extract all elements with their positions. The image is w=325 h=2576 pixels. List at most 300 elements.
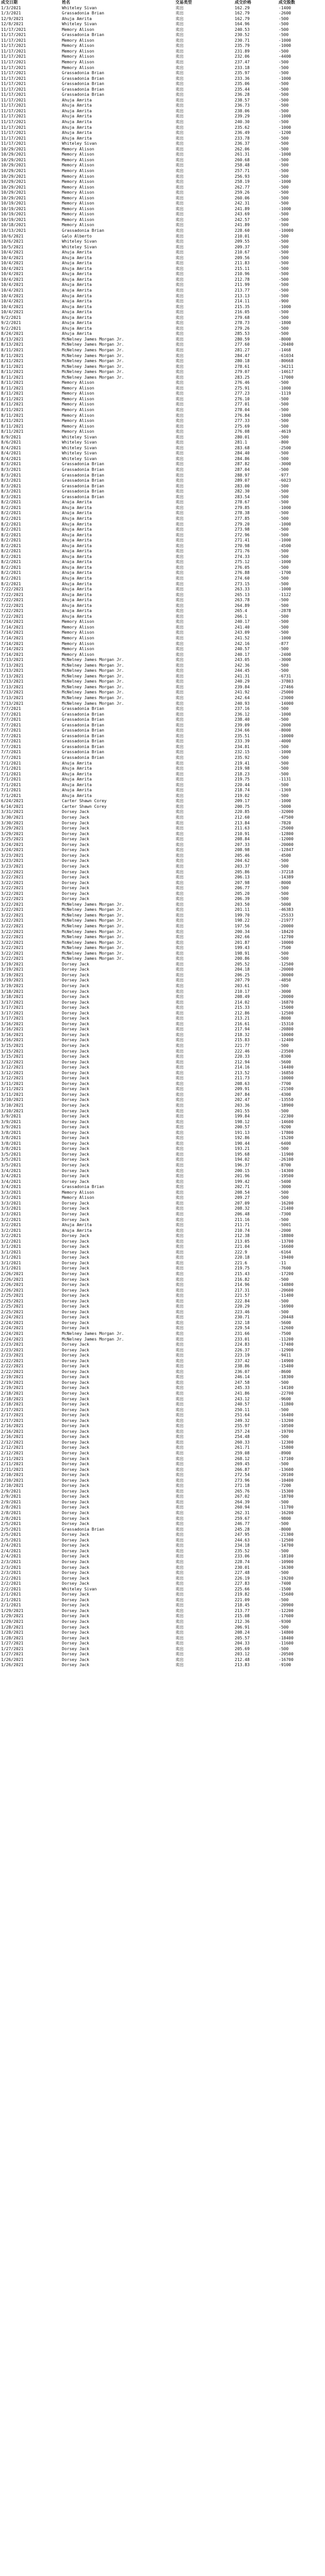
trade-date-cell: 3/3/2021 [1,1190,21,1195]
trade-date-cell: 8/11/2021 [1,429,24,434]
table-row [0,598,325,603]
trade-date-cell: 11/17/2021 [1,54,26,59]
price-cell: 281.1 [235,440,248,445]
name-cell: Dorsey Jack [62,1298,89,1303]
shares-cell: -500 [279,1108,289,1113]
name-cell: Memory Alison [62,429,94,434]
name-cell: Ahuja Amrita [62,120,92,125]
trade-date-cell: 2/16/2021 [1,1423,24,1429]
shares-cell: -500 [279,581,289,586]
name-cell: Whiteley Sivan [62,451,97,456]
price-cell: 238.40 [235,717,250,722]
trade-date-cell: 8/11/2021 [1,364,24,369]
trade-type-cell: 卖出 [175,652,184,657]
table-row [0,1320,325,1326]
name-cell: Dorsey Jack [62,1554,89,1559]
trade-type-cell: 卖出 [175,565,184,570]
trade-date-cell: 3/2/2021 [1,1228,21,1233]
name-cell: Dorsey Jack [62,1624,89,1630]
name-cell: Ahuja Amrita [62,114,92,119]
trade-type-cell: 卖出 [175,1499,184,1504]
price-cell: 278.61 [235,364,250,369]
trade-type-cell: 卖出 [175,614,184,619]
trade-type-cell: 卖出 [175,1472,184,1478]
shares-cell: -21977 [279,918,294,923]
shares-cell: -500 [279,174,289,179]
price-cell: 226.19 [235,1575,250,1581]
name-cell: Grassadonia Brian [62,81,104,87]
table-row [0,1163,325,1168]
table-row [0,1190,325,1196]
price-cell: 216.82 [235,1277,250,1282]
trade-type-cell: 卖出 [175,1423,184,1429]
price-cell: 279.07 [235,369,250,375]
name-cell: Memory Alison [62,413,94,418]
price-cell: 276.10 [235,396,250,401]
shares-cell: -500 [279,48,289,54]
shares-cell: -500 [279,81,289,87]
trade-date-cell: 8/2/2021 [1,516,21,521]
shares-cell: -14000 [279,701,294,706]
table-row [0,1076,325,1081]
name-cell: Grassadonia Brian [62,472,104,478]
trade-type-cell: 卖出 [175,228,184,233]
price-cell: 201.55 [235,1108,250,1113]
table-row [0,1402,325,1408]
trade-type-cell: 卖出 [175,1641,184,1646]
shares-cell: -5600 [279,1320,291,1325]
name-cell: Ahuja Amrita [62,532,92,537]
name-cell: Ahuja Amrita [62,250,92,255]
table-row [0,364,325,370]
trade-type-cell: 卖出 [175,1048,184,1054]
trade-type-cell: 卖出 [175,489,184,494]
name-cell: Dorsey Jack [62,1581,89,1586]
trade-date-cell: 11/17/2021 [1,43,26,48]
trade-date-cell: 2/25/2021 [1,1309,24,1314]
shares-cell: -500 [279,408,289,413]
trade-date-cell: 1/26/2021 [1,1663,24,1668]
name-cell: McNelney James Morgan Jr. [62,923,124,928]
trade-date-cell: 3/22/2021 [1,945,24,951]
trade-type-cell: 卖出 [175,1320,184,1325]
trade-date-cell: 2/26/2021 [1,1271,24,1276]
trade-date-cell: 2/24/2021 [1,1326,24,1331]
table-row [0,815,325,821]
shares-cell: -500 [279,489,289,494]
trade-date-cell: 8/11/2021 [1,375,24,380]
price-cell: 209.91 [235,1087,250,1092]
trade-date-cell: 7/1/2021 [1,793,21,798]
trade-type-cell: 卖出 [175,668,184,673]
table-row [0,1647,325,1652]
table-row [0,652,325,658]
price-cell: 278.38 [235,511,250,516]
trade-date-cell: 8/2/2021 [1,575,21,581]
trade-type-cell: 卖出 [175,1233,184,1239]
table-row [0,217,325,223]
table-row [0,896,325,902]
shares-cell: -2400 [279,652,291,657]
trade-date-cell: 11/17/2021 [1,108,26,113]
price-cell: 209.55 [235,239,250,244]
name-cell: Ahuja Amrita [62,766,92,771]
shares-cell: -12847 [279,848,294,853]
name-cell: Ahuja Amrita [62,266,92,271]
price-cell: 240.17 [235,619,250,624]
price-cell: 238.86 [235,1364,250,1369]
trade-type-cell: 卖出 [175,1065,184,1070]
table-row [0,1255,325,1261]
trade-type-cell: 卖出 [175,1630,184,1635]
shares-cell: -500 [279,1380,289,1385]
price-cell: 277.85 [235,516,250,521]
trade-type-cell: 卖出 [175,1663,184,1668]
trade-type-cell: 卖出 [175,1548,184,1553]
name-cell: Dorsey Jack [62,1255,89,1260]
name-cell: Ahuja Amrita [62,326,92,331]
trade-date-cell: 8/2/2021 [1,538,21,543]
price-cell: 259.08 [235,1451,250,1456]
price-cell: 241.40 [235,624,250,630]
price-cell: 267.02 [235,1494,250,1499]
trade-type-cell: 卖出 [175,380,184,385]
table-row [0,907,325,913]
trade-date-cell: 3/3/2021 [1,1200,21,1206]
trade-date-cell: 2/11/2021 [1,1456,24,1461]
shares-cell: -20900 [279,1603,294,1608]
price-cell: 235.06 [235,81,250,87]
trade-date-cell: 3/19/2021 [1,972,24,977]
table-row [0,744,325,750]
price-cell: 285.53 [235,331,250,336]
trade-date-cell: 11/17/2021 [1,60,26,65]
trade-type-cell: 卖出 [175,869,184,874]
table-row [0,320,325,326]
trade-type-cell: 卖出 [175,673,184,679]
price-cell: 240.29 [235,679,250,684]
shares-cell: -15300 [279,1488,294,1494]
shares-cell: -3000 [279,989,291,994]
trade-type-cell: 卖出 [175,956,184,961]
price-cell: 203.36 [235,1103,250,1108]
table-row [0,1244,325,1250]
price-cell: 210.74 [235,1228,250,1233]
trade-date-cell: 10/4/2021 [1,261,24,266]
trade-date-cell: 2/22/2021 [1,1358,24,1363]
price-cell: 237.47 [235,60,250,65]
name-cell: Whiteley Sivan [62,434,97,439]
table-row [0,701,325,707]
trade-type-cell: 卖出 [175,1418,184,1423]
price-cell: 208.24 [235,1630,250,1635]
shares-cell: -15800 [279,1445,294,1450]
trade-type-cell: 卖出 [175,451,184,456]
table-row [0,495,325,500]
trade-date-cell: 2/24/2021 [1,1315,24,1320]
name-cell: Dorsey Jack [62,1277,89,1282]
name-cell: Memory Alison [62,54,94,59]
shares-cell: -12600 [279,1326,294,1331]
trade-type-cell: 卖出 [175,184,184,190]
shares-cell: -500 [279,250,289,255]
shares-cell: -4400 [279,54,291,59]
trade-date-cell: 2/2/2021 [1,1581,21,1586]
trade-type-cell: 卖出 [175,135,184,141]
shares-cell: -34211 [279,364,294,369]
price-cell: 277.23 [235,391,250,396]
table-row [0,761,325,767]
shares-cell: -500 [279,614,289,619]
table-row [0,1097,325,1103]
table-row [0,967,325,973]
shares-cell: -20000 [279,842,294,847]
trade-type-cell: 卖出 [175,570,184,575]
trade-type-cell: 卖出 [175,1141,184,1146]
shares-cell: -12700 [279,935,294,940]
price-cell: 215.35 [235,304,250,309]
shares-cell: -9300 [279,1619,291,1624]
name-cell: McNelney James Morgan Jr. [62,951,124,956]
shares-cell: -500 [279,27,289,32]
name-cell: Ahuja Amrita [62,287,92,293]
trade-type-cell: 卖出 [175,1038,184,1043]
name-cell: Ahuja Amrita [62,608,92,614]
trade-date-cell: 2/17/2021 [1,1407,24,1412]
price-cell: 233.06 [235,1554,250,1559]
name-cell: Dorsey Jack [62,875,89,880]
trade-type-cell: 卖出 [175,1309,184,1314]
table-row [0,1483,325,1489]
shares-cell: -6731 [279,673,291,679]
name-cell: Memory Alison [62,206,94,211]
price-cell: 213.83 [235,1663,250,1668]
trade-date-cell: 2/11/2021 [1,1462,24,1467]
table-row [0,190,325,196]
trade-type-cell: 卖出 [175,16,184,21]
price-cell: 276.88 [235,570,250,575]
name-cell: McNelney James Morgan Jr. [62,902,124,907]
price-cell: 235.51 [235,733,250,738]
trade-type-cell: 卖出 [175,217,184,222]
trade-type-cell: 卖出 [175,500,184,505]
table-row [0,1032,325,1038]
name-cell: Ahuja Amrita [62,511,92,516]
trade-type-cell: 卖出 [175,81,184,87]
trade-date-cell: 7/7/2021 [1,739,21,744]
table-row [0,1315,325,1320]
price-cell: 230.71 [235,1315,250,1320]
trade-date-cell: 3/24/2021 [1,842,24,847]
trade-type-cell: 卖出 [175,1527,184,1532]
shares-cell: -8000 [279,1016,291,1021]
trade-type-cell: 卖出 [175,1385,184,1391]
trade-date-cell: 3/30/2021 [1,820,24,825]
trade-date-cell: 3/5/2021 [1,1163,21,1168]
trade-type-cell: 卖出 [175,1223,184,1228]
price-cell: 243.12 [235,1396,250,1401]
price-cell: 283.25 [235,375,250,380]
name-cell: Dorsey Jack [62,1358,89,1363]
table-row [0,326,325,332]
price-cell: 210.17 [235,989,250,994]
shares-cell: -500 [279,760,289,766]
price-cell: 261.31 [235,152,250,157]
price-cell: 255.97 [235,1423,250,1429]
trade-type-cell: 卖出 [175,1592,184,1597]
price-cell: 263.78 [235,598,250,603]
name-cell: Dorsey Jack [62,1315,89,1320]
trade-type-cell: 卖出 [175,1521,184,1527]
table-row [0,212,325,217]
trade-type-cell: 卖出 [175,1635,184,1640]
name-cell: Grassadonia Brian [62,494,104,499]
trade-date-cell: 11/17/2021 [1,103,26,108]
trade-date-cell: 7/7/2021 [1,744,21,749]
trade-type-cell: 卖出 [175,385,184,391]
name-cell: Ahuja Amrita [62,549,92,554]
shares-cell: -500 [279,1190,289,1195]
table-row [0,1060,325,1065]
table-row [0,1174,325,1179]
name-cell: Ahuja Amrita [62,315,92,320]
trade-date-cell: 11/17/2021 [1,71,26,76]
price-cell: 273.98 [235,527,250,532]
table-row [0,663,325,669]
shares-cell: -23500 [279,1048,294,1054]
price-cell: 200.86 [235,956,250,961]
trade-date-cell: 3/17/2021 [1,999,24,1005]
table-row [0,994,325,1000]
table-row [0,27,325,33]
name-cell: Ahuja Amrita [62,570,92,575]
price-cell: 234.81 [235,744,250,749]
name-cell: Whiteley Sivan [62,244,97,249]
shares-cell: -1131 [279,777,291,782]
table-row [0,837,325,842]
shares-cell: -500 [279,896,289,902]
shares-cell: -16900 [279,1304,294,1309]
table-row [0,125,325,131]
name-cell: Memory Alison [62,630,94,635]
trade-type-cell: 卖出 [175,250,184,255]
price-cell: 195.68 [235,1151,250,1157]
price-cell: 214.11 [235,299,250,304]
name-cell: Memory Alison [62,647,94,652]
price-cell: 284.47 [235,353,250,358]
name-cell: Ahuja Amrita [62,304,92,309]
trade-date-cell: 10/29/2021 [1,152,26,157]
table-row [0,728,325,734]
price-cell: 287.82 [235,462,250,467]
price-cell: 232.15 [235,750,250,755]
table-row [0,1179,325,1185]
trade-date-cell: 3/17/2021 [1,1016,24,1021]
name-cell: Ahuja Amrita [62,255,92,260]
table-row [0,1636,325,1641]
trade-date-cell: 3/4/2021 [1,1179,21,1184]
table-row [0,1261,325,1266]
shares-cell: -500 [279,157,289,162]
shares-cell: -11600 [279,1641,294,1646]
price-cell: 230.01 [235,1565,250,1570]
shares-cell: -500 [279,92,289,97]
trade-type-cell: 卖出 [175,581,184,586]
name-cell: Memory Alison [62,179,94,184]
table-row [0,315,325,321]
name-cell: Dorsey Jack [62,1016,89,1021]
name-cell: McNelney James Morgan Jr. [62,679,124,684]
price-cell: 217.31 [235,1287,250,1293]
name-cell: Dorsey Jack [62,1472,89,1478]
name-cell: Dorsey Jack [62,815,89,820]
name-cell: McNelney James Morgan Jr. [62,375,124,380]
name-cell: Dorsey Jack [62,1163,89,1168]
trade-date-cell: 3/22/2021 [1,951,24,956]
price-cell: 270.98 [235,543,250,548]
trade-date-cell: 8/3/2021 [1,462,21,467]
trade-type-cell: 卖出 [175,1364,184,1369]
name-cell: Dorsey Jack [62,1293,89,1298]
table-row [0,342,325,348]
price-cell: 243.69 [235,212,250,217]
trade-date-cell: 12/8/2021 [1,22,24,27]
name-cell: McNelney James Morgan Jr. [62,701,124,706]
trade-date-cell: 7/14/2021 [1,641,24,646]
price-cell: 236.49 [235,130,250,135]
price-cell: 220.44 [235,782,250,787]
trade-date-cell: 8/9/2021 [1,434,21,439]
trade-date-cell: 3/15/2021 [1,1043,24,1048]
price-cell: 218.74 [235,788,250,793]
trade-type-cell: 卖出 [175,11,184,16]
trade-type-cell: 卖出 [175,1439,184,1445]
name-cell: Dorsey Jack [62,1592,89,1597]
trade-type-cell: 卖出 [175,201,184,206]
trade-date-cell: 7/1/2021 [1,782,21,787]
shares-cell: -18420 [279,929,294,934]
trade-date-cell: 3/2/2021 [1,1223,21,1228]
price-cell: 209.37 [235,244,250,249]
shares-cell: -7200 [279,1483,291,1488]
trade-date-cell: 11/17/2021 [1,48,26,54]
trade-date-cell: 3/23/2021 [1,858,24,863]
shares-cell: -4500 [279,853,291,858]
trade-type-cell: 卖出 [175,837,184,842]
trade-date-cell: 9/2/2021 [1,320,21,326]
table-row [0,549,325,554]
table-row [0,832,325,837]
trade-date-cell: 2/9/2021 [1,1488,21,1494]
table-row [0,619,325,625]
price-cell: 193.21 [235,1146,250,1151]
price-cell: 220.18 [235,1255,250,1260]
name-cell: Grassadonia Brian [62,483,104,488]
price-cell: 201.87 [235,940,250,945]
trade-date-cell: 2/11/2021 [1,1467,24,1472]
trade-type-cell: 卖出 [175,130,184,135]
table-row [0,679,325,685]
price-cell: 191.13 [235,1130,250,1135]
name-cell: Dorsey Jack [62,1380,89,1385]
price-cell: 222.46 [235,1048,250,1054]
trade-date-cell: 10/18/2021 [1,223,26,228]
trade-type-cell: 卖出 [175,1597,184,1602]
price-cell: 284.86 [235,456,250,461]
name-cell: Dorsey Jack [62,1081,89,1086]
shares-cell: -8300 [279,1054,291,1059]
trade-date-cell: 3/1/2021 [1,1249,21,1255]
